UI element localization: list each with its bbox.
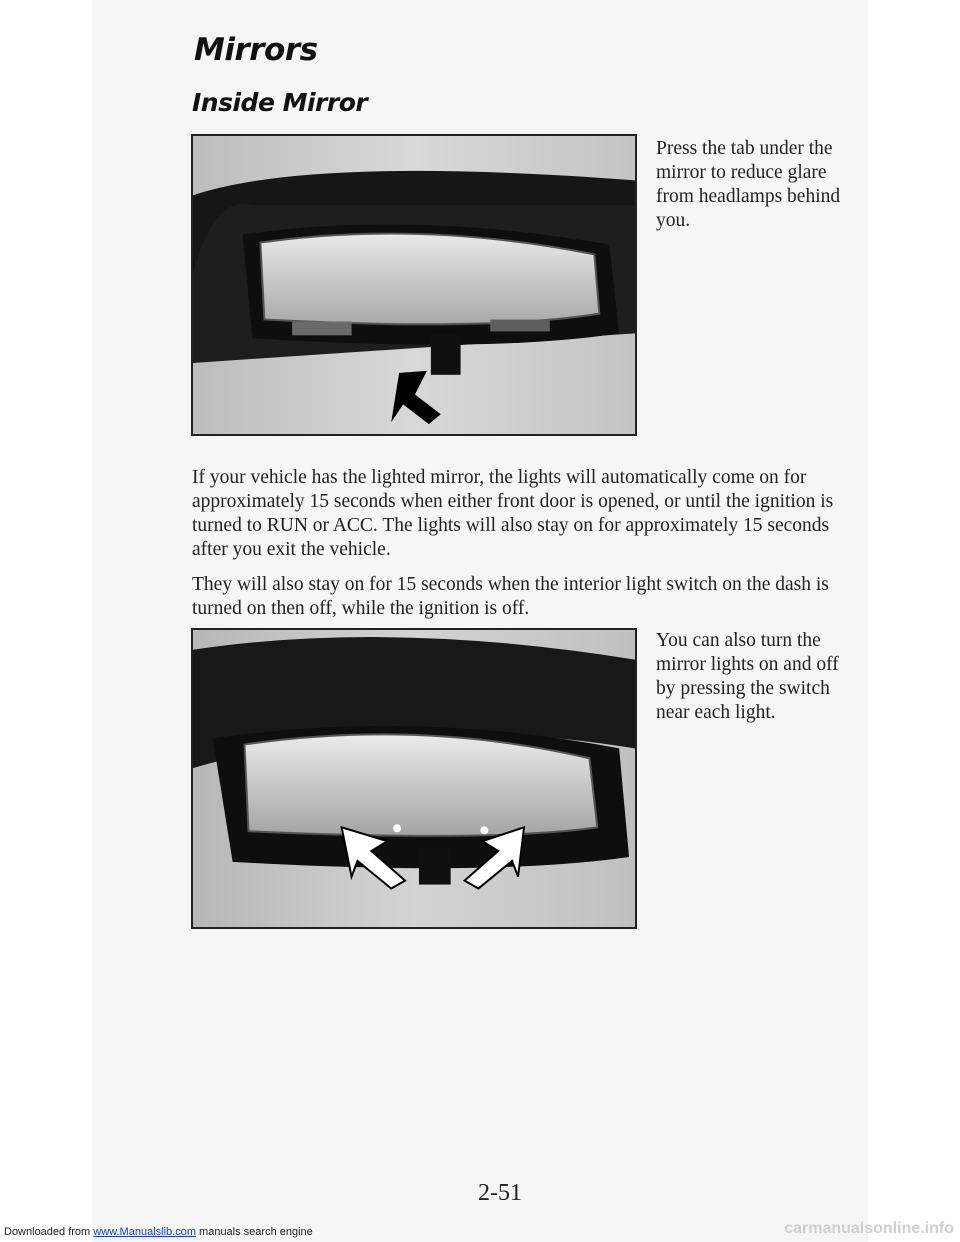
- section-heading: Inside Mirror: [192, 88, 368, 117]
- page-number: 2-51: [478, 1180, 522, 1206]
- lights-instruction-text: You can also turn the mirror lights on and off by pressing the switch near each light.: [656, 630, 839, 723]
- footer-suffix: manuals search engine: [195, 1226, 313, 1238]
- download-footer: [4, 1226, 313, 1238]
- mirror-lights-photo: [191, 628, 637, 929]
- mirror-tab-photo: [191, 134, 637, 436]
- watermark-text: carmanualsonline.info: [784, 1220, 954, 1237]
- tab-instruction-text: Press the tab under the mirror to reduce glare from headlamps behind you.: [656, 138, 841, 231]
- manualslib-link[interactable]: www.Manualslib.com: [93, 1226, 196, 1238]
- interior-light-paragraph: They will also stay on for 15 seconds when the interior light switch on the dash is turned on then off, while the ignition is off.: [192, 574, 829, 619]
- lighted-mirror-paragraph: If your vehicle has the lighted mirror, the lights will automatically come on for approximately 15 seconds when either front door is opened, or until the ignition is turned to RUN or ACC. The lights will also stay on for approximately 15 seconds after you exit the vehicle.: [192, 467, 834, 560]
- footer-prefix: Downloaded from: [4, 1226, 94, 1238]
- page-title: Mirrors: [194, 32, 318, 68]
